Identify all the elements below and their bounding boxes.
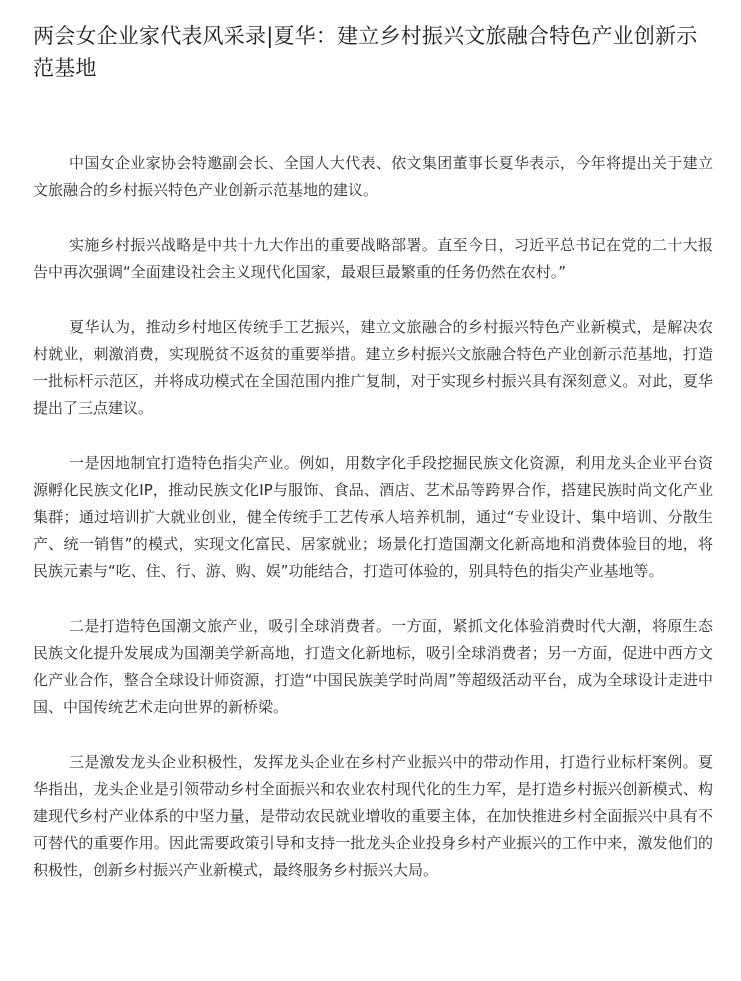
paragraph: 一是因地制宜打造特色指尖产业。例如，用数字化手段挖掘民族文化资源，利用龙头企业平台资源孵化民族文化IP，推动民族文化IP与服饰、食品、酒店、艺术品等跨界合作，搭建民族时尚文化产业集群；通过培训扩大就业创业，健全传统手工艺传承人培养机制，通过“专业设计、集中培训、分散生产、统一销售”的模式，实现文化富民、居家就业；场景化打造国潮文化新高地和消费体验目的地，将民族元素与“吃、住、行、游、购、娱”功能结合，打造可体验的，别具特色的指尖产业基地等。 (33, 454, 713, 580)
paragraph: 夏华认为，推动乡村地区传统手工艺振兴，建立文旅融合的乡村振兴特色产业新模式，是解决农村就业，刺激消费，实现脱贫不返贫的重要举措。建立乡村振兴文旅融合特色产业创新示范基地，打造一批标杆示范区，并将成功模式在全国范围内推广复制，对于实现乡村振兴具有深刻意义。对此，夏华提出了三点建议。 (33, 318, 713, 417)
paragraph: 二是打造特色国潮文旅产业，吸引全球消费者。一方面，紧抓文化体验消费时代大潮，将原生态民族文化提升发展成为国潮美学新高地，打造文化新地标，吸引全球消费者；另一方面，促进中西方文化产业合作，整合全球设计师资源，打造“中国民族美学时尚周”等超级活动平台，成为全球设计走进中国、中国传统艺术走向世界的新桥梁。 (33, 617, 713, 716)
article-body (33, 150, 713, 884)
article-title: 两会女企业家代表风采录|夏华：建立乡村振兴文旅融合特色产业创新示范基地 (33, 24, 698, 80)
paragraph: 实施乡村振兴战略是中共十九大作出的重要战略部署。直至今日，习近平总书记在党的二十大报告中再次强调“全面建设社会主义现代化国家，最艰巨最繁重的任务仍然在农村。” (33, 236, 713, 281)
paragraph: 中国女企业家协会特邀副会长、全国人大代表、依文集团董事长夏华表示，今年将提出关于建立文旅融合的乡村振兴特色产业创新示范基地的建议。 (33, 154, 713, 199)
paragraph: 三是激发龙头企业积极性，发挥龙头企业在乡村产业振兴中的带动作用，打造行业标杆案例。夏华指出，龙头企业是引领带动乡村全面振兴和农业农村现代化的生力军，是打造乡村振兴创新模式、构建现代乡村产业体系的中坚力量，是带动农民就业增收的重要主体，在加快推进乡村全面振兴中具有不可替代的重要作用。因此需要政策引导和支持一批龙头企业投身乡村产业振兴的工作中来，激发他们的积极性，创新乡村振兴产业新模式，最终服务乡村振兴大局。 (33, 753, 713, 879)
